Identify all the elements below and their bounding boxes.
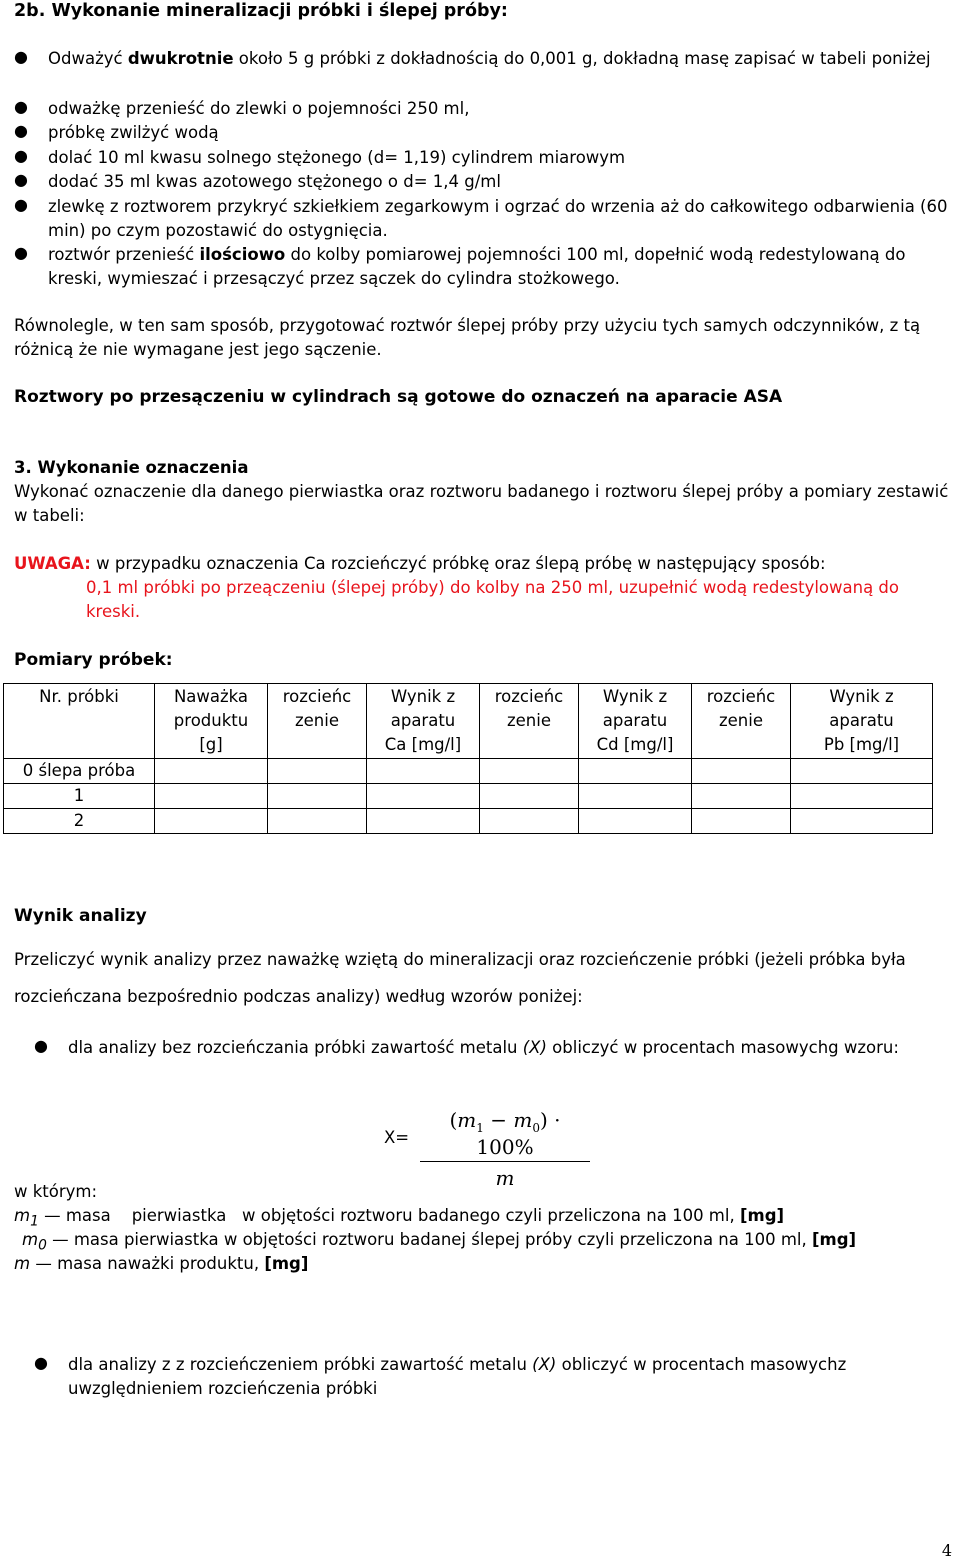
bullet-icon: ● <box>14 47 28 66</box>
table-cell[interactable] <box>268 759 367 784</box>
definition-m: m — masa naważki produktu, [mg] <box>14 1254 309 1273</box>
step-text: roztwór przenieść ilościowo do kolby pomiarowej pojemności 100 ml, dopełnić wodą redestylowaną do kreski, wymieszać i przesączyć przez sączek do cylindra stożkowego. <box>48 245 906 288</box>
table-cell[interactable] <box>155 759 268 784</box>
table-cell[interactable] <box>367 759 480 784</box>
step-text: dolać 10 ml kwasu solnego stężonego (d= 1,19) cylindrem miarowym <box>48 148 626 167</box>
header-sample-no: Nr. próbki <box>4 684 155 759</box>
where-label: w którym: <box>14 1182 98 1201</box>
step-text: Odważyć dwukrotnie około 5 g próbki z dokładnością do 0,001 g, dokładną masę zapisać w tabeli poniżej <box>48 49 931 68</box>
step-text: zlewkę z roztworem przykryć szkiełkiem zegarkowym i ogrzać do wrzenia aż do całkowitego odbarwienia (60 min) po czym pozostawić do ostygnięcia. <box>48 197 948 240</box>
definition-m1: $m_1$ — masa pierwiastka w objętości roztworu badanego czyli przeliczona na 100 ml, [mg] <box>14 1206 785 1230</box>
formula-lhs: X= <box>384 1128 410 1147</box>
table-cell[interactable] <box>579 784 692 809</box>
table-title: Pomiary próbek: <box>14 650 173 670</box>
table-cell[interactable] <box>268 809 367 834</box>
table-cell[interactable] <box>579 759 692 784</box>
table-row <box>4 759 933 784</box>
case-with-dilution: dla analizy z z rozcieńczeniem próbki zawartość metalu (X) obliczyć w procentach masowychz uwzględnieniem rozcieńczenia próbki <box>68 1355 847 1398</box>
parallel-text: Równolegle, w ten sam sposób, przygotować roztwór ślepej próby przy użyciu tych samych odczynników, z tą różnicą że nie wymagane jest jego sączenie. <box>14 316 921 359</box>
table-cell[interactable] <box>480 759 579 784</box>
bullet-icon: ● <box>14 243 28 262</box>
row-label: 0 ślepa próba <box>4 759 155 784</box>
bullet-icon: ● <box>14 170 28 189</box>
case-no-dilution: dla analizy bez rozcieńczania próbki zawartość metalu (X) obliczyć w procentach masowychg wzoru: <box>68 1038 899 1057</box>
table-cell[interactable] <box>155 809 268 834</box>
solutions-ready: Roztwory po przesączeniu w cylindrach są gotowe do oznaczeń na aparacie ASA <box>14 387 783 407</box>
warning-detail: 0,1 ml próbki po przeączeniu (ślepej próby) do kolby na 250 ml, uzupełnić wodą redestylowaną do kreski. <box>86 578 899 621</box>
table-header-row <box>4 684 933 759</box>
fraction-bar <box>420 1161 590 1162</box>
table-cell[interactable] <box>367 809 480 834</box>
row-label: 1 <box>4 784 155 809</box>
table-cell[interactable] <box>268 784 367 809</box>
bullet-icon: ● <box>14 146 28 165</box>
heading-determination: 3. Wykonanie oznaczenia <box>14 458 249 477</box>
table-cell[interactable] <box>692 784 791 809</box>
bullet-icon: ● <box>34 1353 48 1372</box>
warning-label: UWAGA: <box>14 554 91 573</box>
result-text: Przeliczyć wynik analizy przez naważkę wziętą do mineralizacji oraz rozcieńczenie próbki (jeżeli próbka była rozcieńczana bezpośrednio podczas analizy) według wzorów poniżej: <box>14 950 906 1006</box>
step-text: odważkę przenieść do zlewki o pojemności 250 ml, <box>48 99 470 118</box>
header-result-pb: Wynik z aparatu Pb [mg/l] <box>791 684 933 759</box>
bullet-icon: ● <box>34 1036 48 1055</box>
bullet-icon: ● <box>14 195 28 214</box>
header-dilution-cd: rozcieńc zenie <box>480 684 579 759</box>
table-cell[interactable] <box>791 759 933 784</box>
definition-m0: $m_0$ — masa pierwiastka w objętości roztworu badanej ślepej próby czyli przeliczona na 100 ml, [mg] <box>22 1230 857 1254</box>
list-item <box>14 47 954 97</box>
result-heading: Wynik analizy <box>14 906 147 926</box>
table-cell[interactable] <box>480 809 579 834</box>
table-cell[interactable] <box>480 784 579 809</box>
header-dilution-pb: rozcieńc zenie <box>692 684 791 759</box>
formula-fraction <box>420 1108 590 1190</box>
row-label: 2 <box>4 809 155 834</box>
table-cell[interactable] <box>367 784 480 809</box>
step-text: dodać 35 ml kwas azotowego stężonego o d= 1,4 g/ml <box>48 172 501 191</box>
bullet-icon: ● <box>14 97 28 116</box>
step-text: próbkę zwilżyć wodą <box>48 123 219 142</box>
formula-numerator: $(m_1 - m_0) \cdot 100\%$ <box>449 1108 561 1159</box>
heading-mineralization: 2b. Wykonanie mineralizacji próbki i ślepej próby: <box>14 1 508 21</box>
table-row <box>4 809 933 834</box>
page-number: 4 <box>941 1541 952 1560</box>
table-cell[interactable] <box>791 809 933 834</box>
table-cell[interactable] <box>692 759 791 784</box>
table-cell[interactable] <box>155 784 268 809</box>
header-result-ca: Wynik z aparatu Ca [mg/l] <box>367 684 480 759</box>
formula-denominator: m <box>495 1166 515 1190</box>
header-result-cd: Wynik z aparatu Cd [mg/l] <box>579 684 692 759</box>
table-cell[interactable] <box>579 809 692 834</box>
header-dilution-ca: rozcieńc zenie <box>268 684 367 759</box>
determination-text: Wykonać oznaczenie dla danego pierwiastka oraz roztworu badanego i roztworu ślepej próby a pomiary zestawić w tabeli: <box>14 482 949 525</box>
warning-line: UWAGA: w przypadku oznaczenia Ca rozcieńczyć próbkę oraz ślepą próbę w następujący sposób: <box>14 554 826 573</box>
table-cell[interactable] <box>791 784 933 809</box>
table-row <box>4 784 933 809</box>
table-cell[interactable] <box>692 809 791 834</box>
header-sample-weight: Naważka produktu [g] <box>155 684 268 759</box>
measurements-table <box>3 683 933 834</box>
bullet-icon: ● <box>14 121 28 140</box>
